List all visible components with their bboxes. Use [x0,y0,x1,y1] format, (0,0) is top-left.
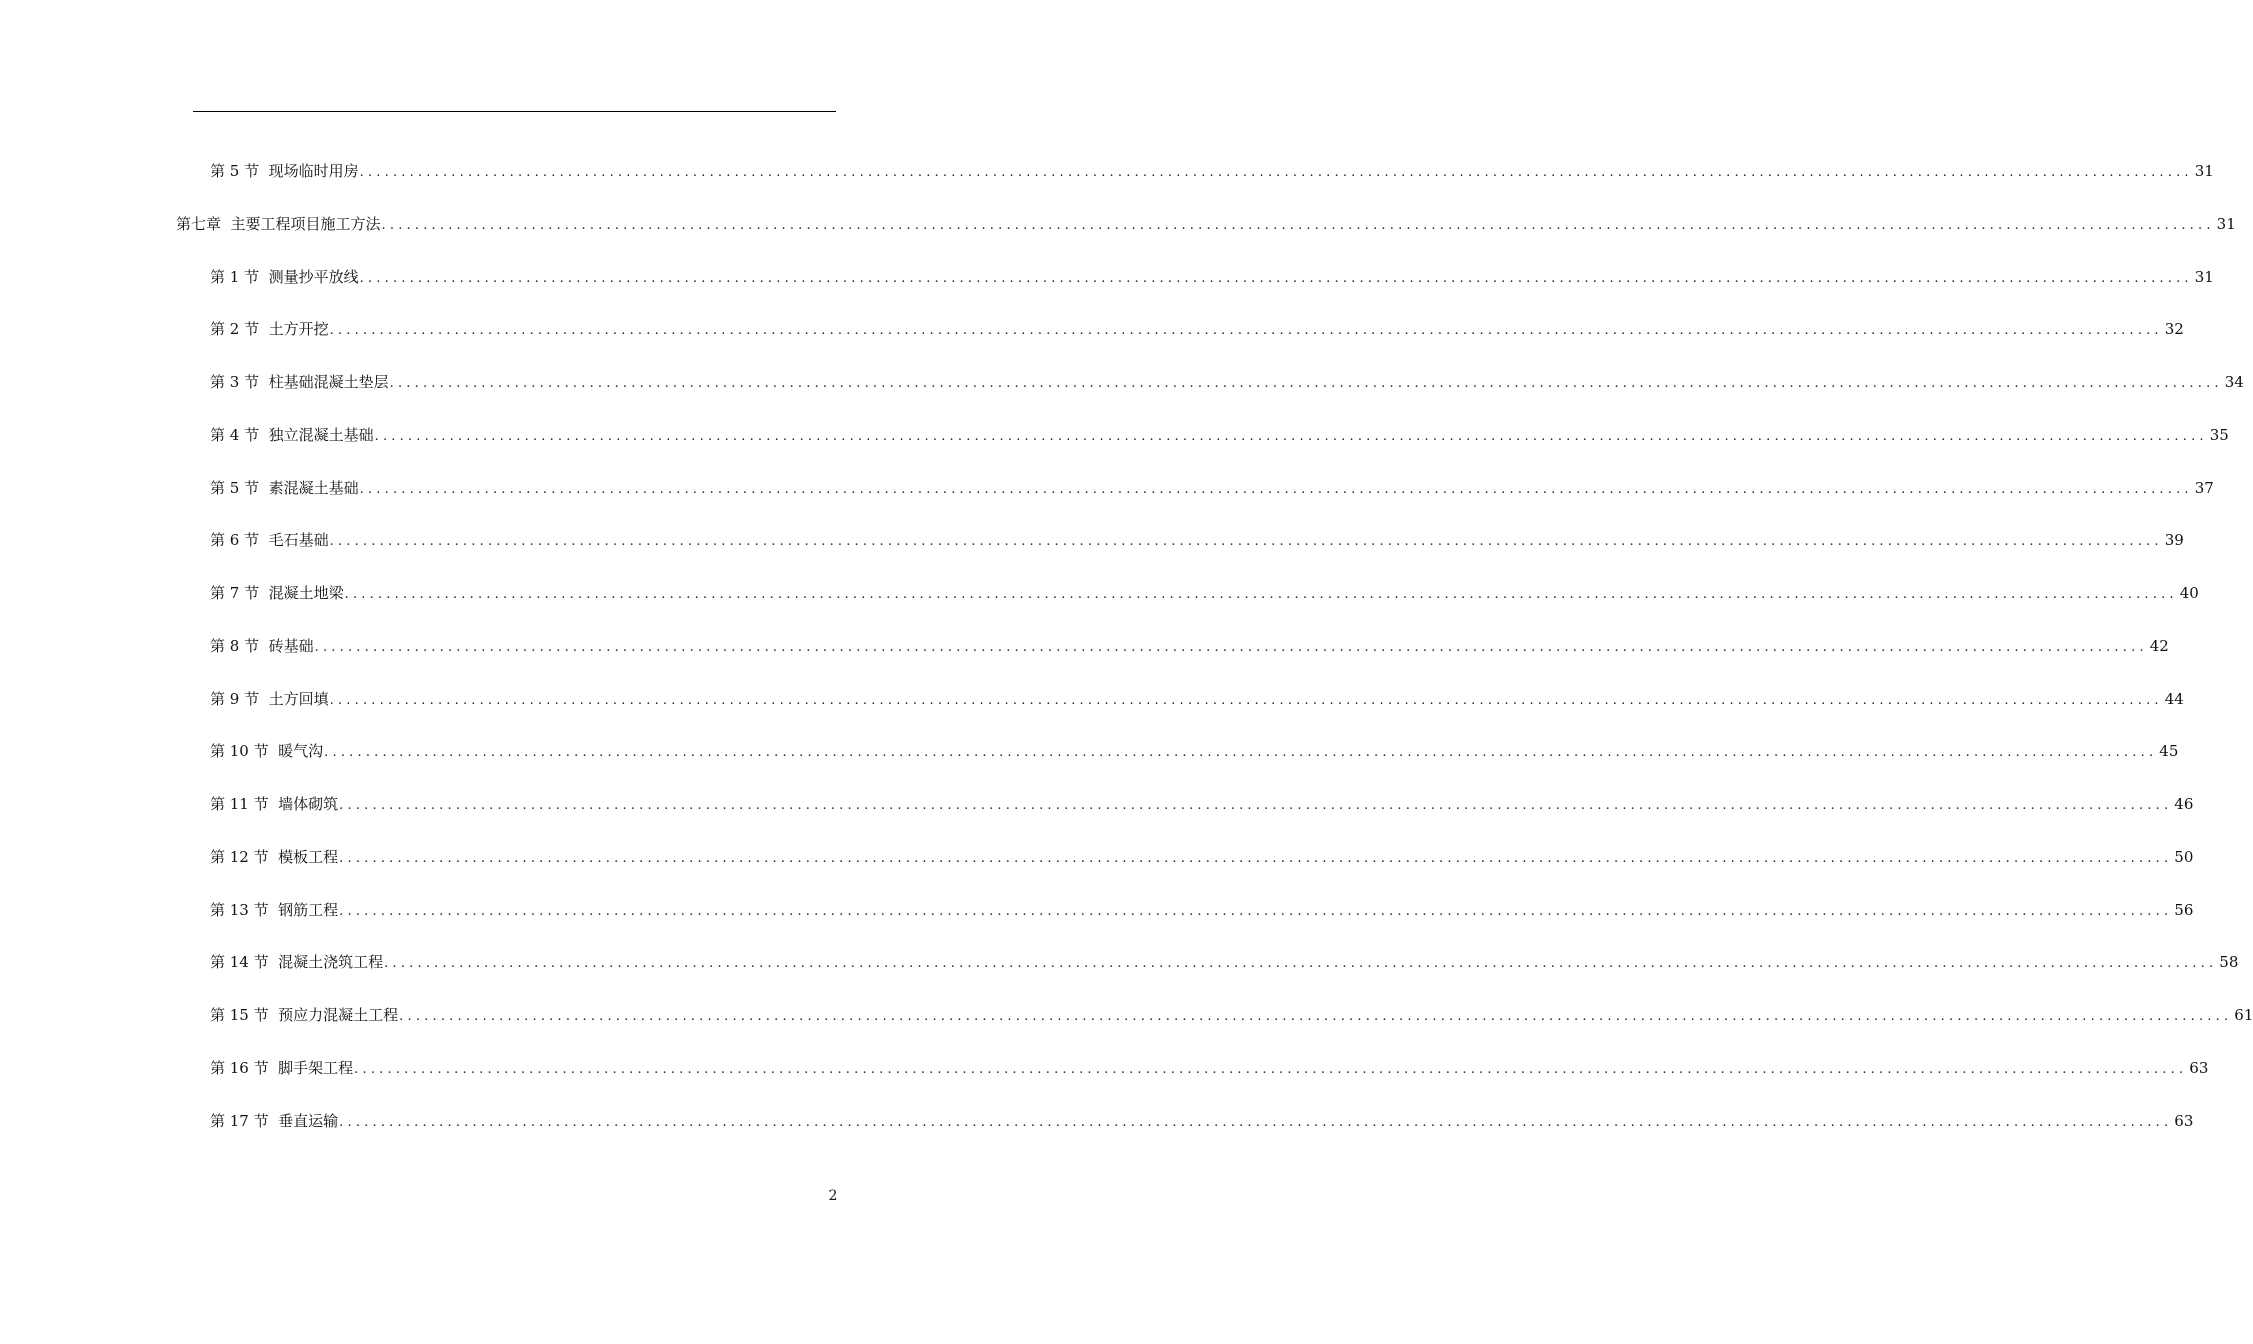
toc-entry-page: 35 [2209,425,2229,444]
toc-entry-label: 第 9 节 土方回填 [210,689,329,708]
toc-entry-label: 第 13 节 钢筋工程 [210,900,339,919]
toc-dot-leader: ............................................................................................................................................................................................................................ [381,217,2215,233]
toc-dot-leader: ............................................................................................................................................................................................................................ [359,481,2193,497]
toc-section-entry[interactable] [210,950,2239,974]
toc-entry-label: 第 2 节 土方开挖 [210,320,329,339]
toc-entry-page: 40 [2179,584,2199,602]
toc-section-entry[interactable] [210,1003,2253,1027]
toc-entry-page: 45 [2159,742,2179,761]
toc-section-entry[interactable] [210,634,2169,658]
toc-dot-leader: ............................................................................................................................................................................................................................ [384,956,2218,972]
toc-section-entry[interactable] [210,687,2184,711]
toc-section-entry[interactable] [210,898,2194,922]
toc-section-entry[interactable] [210,317,2184,341]
toc-section-entry[interactable] [210,265,2214,289]
toc-section-entry[interactable] [210,528,2184,552]
toc-dot-leader: ............................................................................................................................................................................................................................ [389,376,2223,391]
toc-dot-leader: ............................................................................................................................................................................................................................ [399,1009,2233,1024]
toc-entry-label: 第 11 节 墙体砌筑 [210,795,339,813]
toc-entry-page: 37 [2194,478,2214,497]
toc-entry-page: 44 [2164,689,2184,708]
toc-dot-leader: ............................................................................................................................................................................................................................ [339,850,2173,866]
toc-entry-label: 第 8 节 砖基础 [210,636,314,655]
toc-section-entry[interactable] [210,792,2194,816]
toc-entry-page: 34 [2224,373,2244,391]
toc-entry-page: 42 [2149,636,2169,655]
toc-dot-leader: ............................................................................................................................................................................................................................ [339,903,2173,919]
toc-section-entry[interactable] [210,845,2194,869]
toc-dot-leader: ............................................................................................................................................................................................................................ [354,1061,2188,1077]
toc-entry-page: 63 [2174,1111,2194,1130]
toc-entry-label: 第 5 节 素混凝土基础 [210,478,359,497]
toc-entry-label: 第 17 节 垂直运输 [210,1111,339,1130]
toc-entry-label: 第 3 节 柱基础混凝土垫层 [210,373,389,391]
toc-entry-page: 31 [2194,267,2214,286]
toc-entry-page: 31 [2216,214,2236,233]
toc-entry-page: 50 [2174,847,2194,866]
toc-dot-leader: ............................................................................................................................................................................................................................ [314,639,2148,655]
toc-entry-page: 32 [2164,320,2184,339]
toc-entry-label: 第 12 节 模板工程 [210,847,339,866]
toc-section-entry[interactable] [210,423,2229,447]
toc-entry-page: 58 [2219,953,2239,972]
toc-entry-label: 第 1 节 测量抄平放线 [210,267,359,286]
toc-dot-leader: ............................................................................................................................................................................................................................ [344,587,2178,602]
toc-dot-leader: ............................................................................................................................................................................................................................ [359,165,2193,180]
toc-entry-label: 第 7 节 混凝土地梁 [210,584,344,602]
toc-section-entry[interactable] [210,1109,2194,1133]
toc-dot-leader: ............................................................................................................................................................................................................................ [324,745,2158,761]
toc-section-entry[interactable] [210,159,2214,183]
toc-entry-page: 46 [2174,795,2194,813]
toc-entry-page: 56 [2174,900,2194,919]
toc-section-entry[interactable] [210,476,2214,500]
toc-entry-label: 第 10 节 暖气沟 [210,742,324,761]
toc-entry-label: 第 15 节 预应力混凝土工程 [210,1006,399,1024]
toc-section-entry[interactable] [210,370,2244,394]
toc-dot-leader: ............................................................................................................................................................................................................................ [329,323,2163,339]
toc-section-entry[interactable] [210,581,2199,605]
toc-dot-leader: ............................................................................................................................................................................................................................ [339,1114,2173,1130]
toc-dot-leader: ............................................................................................................................................................................................................................ [339,798,2173,813]
toc-dot-leader: ............................................................................................................................................................................................................................ [329,534,2163,550]
toc-chapter-entry[interactable] [176,212,2236,236]
toc-entry-page: 39 [2164,531,2184,550]
toc-section-entry[interactable] [210,739,2179,763]
toc-entry-label: 第 16 节 脚手架工程 [210,1058,354,1077]
toc-entry-label: 第七章 主要工程项目施工方法 [176,214,381,233]
toc-entry-label: 第 6 节 毛石基础 [210,531,329,550]
toc-section-entry[interactable] [210,1056,2209,1080]
toc-entry-label: 第 4 节 独立混凝土基础 [210,425,374,444]
toc-entry-page: 63 [2189,1058,2209,1077]
toc-dot-leader: ............................................................................................................................................................................................................................ [374,428,2208,444]
toc-entry-page: 31 [2194,162,2214,180]
toc-dot-leader: ............................................................................................................................................................................................................................ [359,270,2193,286]
page-number: 2 [828,1188,838,1204]
toc-entry-page: 61 [2234,1006,2253,1024]
toc-entry-label: 第 5 节 现场临时用房 [210,162,359,180]
toc-dot-leader: ............................................................................................................................................................................................................................ [329,692,2163,708]
toc-entry-label: 第 14 节 混凝土浇筑工程 [210,953,384,972]
